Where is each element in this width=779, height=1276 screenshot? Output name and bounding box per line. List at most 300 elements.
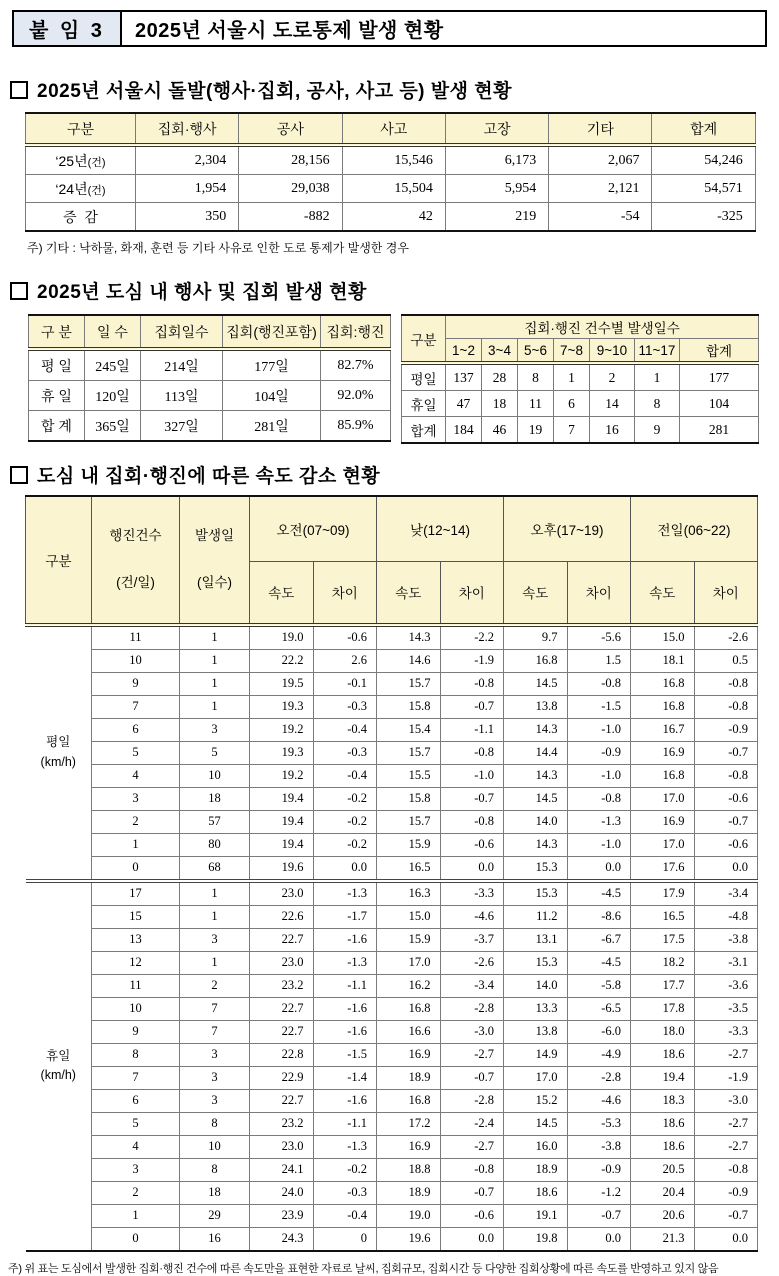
row-label: 휴일 — [402, 391, 446, 417]
value-cell: 10 — [92, 997, 180, 1020]
value-cell: 19.4 — [250, 833, 314, 856]
speed-row — [26, 856, 758, 881]
value-cell: 24.3 — [250, 1227, 314, 1251]
value-cell: 15.9 — [377, 928, 441, 951]
speed-row — [26, 764, 758, 787]
value-cell: 8 — [635, 391, 680, 417]
value-cell: 15.3 — [504, 881, 568, 906]
value-cell: 17.7 — [631, 974, 695, 997]
value-cell: 17.0 — [377, 951, 441, 974]
value-cell: -6.0 — [567, 1020, 631, 1043]
value-cell: 1,954 — [136, 175, 239, 203]
value-cell: 4 — [92, 1135, 180, 1158]
time-group-allday: 전일(06~22) — [631, 496, 758, 561]
row-label: 합계 — [402, 417, 446, 444]
value-cell: 14.0 — [504, 810, 568, 833]
value-cell: -1.0 — [567, 718, 631, 741]
value-cell: 3 — [180, 718, 250, 741]
value-cell: -6.7 — [567, 928, 631, 951]
value-cell: 11 — [92, 625, 180, 650]
speed-row — [26, 1066, 758, 1089]
diff-header: 차이 — [694, 561, 758, 624]
total-header: 합계 — [680, 339, 759, 364]
value-cell: 10 — [180, 764, 250, 787]
document-page — [0, 10, 779, 1275]
value-cell: 3 — [92, 787, 180, 810]
value-cell: 18.9 — [377, 1181, 441, 1204]
table2a-row — [29, 381, 391, 411]
header-line: 발생일 — [194, 528, 235, 543]
value-cell: 15.7 — [377, 810, 441, 833]
value-cell: 42 — [342, 203, 445, 232]
value-cell: -3.3 — [440, 881, 504, 906]
value-cell: -0.7 — [694, 810, 758, 833]
speed-row — [26, 649, 758, 672]
speed-header: 속도 — [504, 561, 568, 624]
value-cell: 14.3 — [377, 625, 441, 650]
value-cell: -0.8 — [440, 741, 504, 764]
value-cell: 17.0 — [504, 1066, 568, 1089]
table1-row — [26, 145, 756, 175]
value-cell: -0.7 — [440, 787, 504, 810]
table2b-header-row2 — [402, 339, 759, 364]
value-cell: 18.6 — [631, 1043, 695, 1066]
col-header-assembly-days: 집회일수 — [141, 315, 223, 349]
col-header-gubun: 구 분 — [29, 315, 85, 349]
value-cell: 11 — [518, 391, 554, 417]
value-cell: 1 — [180, 649, 250, 672]
value-cell: 19.2 — [250, 764, 314, 787]
value-cell: 1 — [635, 363, 680, 391]
value-cell: 17.2 — [377, 1112, 441, 1135]
value-cell: 54,571 — [652, 175, 755, 203]
speed-row — [26, 1227, 758, 1251]
value-cell: 16.9 — [631, 810, 695, 833]
value-cell: 16.3 — [377, 881, 441, 906]
col-header-gubun: 구분 — [26, 113, 136, 145]
value-cell: -1.7 — [313, 905, 377, 928]
value-cell: 350 — [136, 203, 239, 232]
value-cell: 13.3 — [504, 997, 568, 1020]
value-cell: 15.0 — [631, 625, 695, 650]
value-cell: 17.6 — [631, 856, 695, 881]
value-cell: 6 — [92, 1089, 180, 1112]
value-cell: -1.9 — [694, 1066, 758, 1089]
value-cell: 327일 — [141, 411, 223, 442]
value-cell: 18.6 — [631, 1135, 695, 1158]
value-cell: 19.5 — [250, 672, 314, 695]
value-cell: -0.2 — [313, 833, 377, 856]
value-cell: -0.7 — [440, 1181, 504, 1204]
value-cell: -2.7 — [694, 1135, 758, 1158]
value-cell: 15.7 — [377, 672, 441, 695]
value-cell: 82.7% — [321, 349, 391, 381]
value-cell: 17 — [92, 881, 180, 906]
value-cell: -5.8 — [567, 974, 631, 997]
speed-row — [26, 625, 758, 650]
value-cell: -1.5 — [567, 695, 631, 718]
incident-summary-table — [25, 112, 756, 232]
value-cell: 2 — [590, 363, 635, 391]
value-cell: -2.8 — [567, 1066, 631, 1089]
value-cell: 15.9 — [377, 833, 441, 856]
value-cell: 85.9% — [321, 411, 391, 442]
section3-heading-text: 도심 내 집회·행진에 따른 속도 감소 현황 — [37, 466, 381, 487]
value-cell: 16.8 — [631, 764, 695, 787]
value-cell: -0.8 — [694, 672, 758, 695]
value-cell: -3.0 — [440, 1020, 504, 1043]
value-cell: 15.8 — [377, 695, 441, 718]
value-cell: -325 — [652, 203, 755, 232]
value-cell: -4.6 — [440, 905, 504, 928]
value-cell: 16.8 — [377, 997, 441, 1020]
group-label-unit: (km/h) — [40, 754, 76, 769]
value-cell: -0.3 — [313, 695, 377, 718]
value-cell: 6 — [554, 391, 590, 417]
row-label: 평일 — [402, 363, 446, 391]
range-header: 9~10 — [590, 339, 635, 364]
value-cell: 18.9 — [504, 1158, 568, 1181]
occurrence-days-header — [180, 496, 250, 625]
value-cell: 14.3 — [504, 718, 568, 741]
section2-heading — [10, 277, 779, 304]
value-cell: 18 — [180, 1181, 250, 1204]
row-label: 합 계 — [29, 411, 85, 442]
value-cell: -2.4 — [440, 1112, 504, 1135]
value-cell: 17.0 — [631, 787, 695, 810]
value-cell: 54,246 — [652, 145, 755, 175]
value-cell: -1.6 — [313, 997, 377, 1020]
value-cell: 0.5 — [694, 649, 758, 672]
value-cell: 16.0 — [504, 1135, 568, 1158]
march-count-days-table — [401, 314, 759, 444]
value-cell: -0.7 — [567, 1204, 631, 1227]
value-cell: 16.8 — [631, 672, 695, 695]
value-cell: 18.3 — [631, 1089, 695, 1112]
value-cell: 16 — [590, 417, 635, 444]
value-cell: -1.1 — [313, 1112, 377, 1135]
value-cell: 18.9 — [377, 1066, 441, 1089]
value-cell: 2 — [180, 974, 250, 997]
value-cell: 17.8 — [631, 997, 695, 1020]
value-cell: 18.0 — [631, 1020, 695, 1043]
speed-row — [26, 1135, 758, 1158]
value-cell: 16.9 — [631, 741, 695, 764]
value-cell: 19.2 — [250, 718, 314, 741]
value-cell: -1.0 — [567, 764, 631, 787]
value-cell: 13 — [92, 928, 180, 951]
value-cell: 19.1 — [504, 1204, 568, 1227]
value-cell: -2.2 — [440, 625, 504, 650]
value-cell: -0.4 — [313, 718, 377, 741]
value-cell: 8 — [180, 1158, 250, 1181]
value-cell: -1.3 — [313, 1135, 377, 1158]
value-cell: 19.0 — [377, 1204, 441, 1227]
value-cell: 18 — [482, 391, 518, 417]
value-cell: 23.9 — [250, 1204, 314, 1227]
value-cell: -1.3 — [313, 951, 377, 974]
table2a-row — [29, 349, 391, 381]
value-cell: 1 — [180, 905, 250, 928]
value-cell: 14.3 — [504, 764, 568, 787]
value-cell: 14.5 — [504, 672, 568, 695]
value-cell: 15.3 — [504, 856, 568, 881]
value-cell: 3 — [180, 928, 250, 951]
value-cell: 23.0 — [250, 1135, 314, 1158]
value-cell: 23.2 — [250, 1112, 314, 1135]
value-cell: 5 — [92, 1112, 180, 1135]
section1-heading — [10, 76, 779, 103]
row-label-text: ‘24년 — [55, 180, 88, 197]
table2b-row — [402, 363, 759, 391]
value-cell: 14.5 — [504, 787, 568, 810]
value-cell: -3.4 — [440, 974, 504, 997]
value-cell: 11 — [92, 974, 180, 997]
range-header: 5~6 — [518, 339, 554, 364]
value-cell: 3 — [180, 1043, 250, 1066]
value-cell: 13.8 — [504, 1020, 568, 1043]
title-bar — [12, 10, 767, 47]
value-cell: -0.3 — [313, 741, 377, 764]
value-cell: -882 — [239, 203, 342, 232]
col-header-assembly: 집회·행사 — [136, 113, 239, 145]
value-cell: 22.6 — [250, 905, 314, 928]
value-cell: 22.2 — [250, 649, 314, 672]
value-cell: 1.5 — [567, 649, 631, 672]
value-cell: 137 — [446, 363, 482, 391]
march-count-header — [92, 496, 180, 625]
assembly-days-table — [28, 314, 391, 442]
value-cell: -1.2 — [567, 1181, 631, 1204]
value-cell: -3.8 — [694, 928, 758, 951]
value-cell: -1.0 — [567, 833, 631, 856]
value-cell: 2,121 — [549, 175, 652, 203]
value-cell: -1.6 — [313, 928, 377, 951]
value-cell: 1 — [92, 1204, 180, 1227]
value-cell: 214일 — [141, 349, 223, 381]
value-cell: 281 — [680, 417, 759, 444]
value-cell: -0.4 — [313, 764, 377, 787]
value-cell: -4.6 — [567, 1089, 631, 1112]
value-cell: -0.2 — [313, 810, 377, 833]
value-cell: -4.8 — [694, 905, 758, 928]
value-cell: 0 — [92, 856, 180, 881]
value-cell: 365일 — [85, 411, 141, 442]
value-cell: 19.4 — [250, 810, 314, 833]
value-cell: 29,038 — [239, 175, 342, 203]
value-cell: 22.7 — [250, 997, 314, 1020]
value-cell: 68 — [180, 856, 250, 881]
value-cell: 18 — [180, 787, 250, 810]
speed-row — [26, 1204, 758, 1227]
diff-header: 차이 — [440, 561, 504, 624]
value-cell: -0.6 — [694, 833, 758, 856]
section3-heading — [10, 461, 779, 488]
value-cell: 0.0 — [440, 1227, 504, 1251]
value-cell: 16.8 — [504, 649, 568, 672]
square-bullet-icon — [10, 282, 28, 300]
value-cell: 9 — [635, 417, 680, 444]
value-cell: -1.3 — [313, 881, 377, 906]
row-label: 휴 일 — [29, 381, 85, 411]
value-cell: 6,173 — [445, 145, 548, 175]
value-cell: 13.8 — [504, 695, 568, 718]
value-cell: 16.5 — [377, 856, 441, 881]
range-header: 3~4 — [482, 339, 518, 364]
value-cell: 0.0 — [567, 856, 631, 881]
time-group-evening: 오후(17~19) — [504, 496, 631, 561]
value-cell: 19.6 — [377, 1227, 441, 1251]
page-footnote: 주) 위 표는 도심에서 발생한 집회·행진 건수에 따른 속도만을 표현한 자료로 날씨, 집회규모, 집회시간 등 다양한 집회상황에 따른 속도를 반영하고 있지 않음 — [8, 1262, 719, 1275]
value-cell: 23.0 — [250, 881, 314, 906]
value-cell: 16.5 — [631, 905, 695, 928]
value-cell: -1.9 — [440, 649, 504, 672]
speed-row — [26, 1158, 758, 1181]
value-cell: 24.1 — [250, 1158, 314, 1181]
value-cell: 17.0 — [631, 833, 695, 856]
value-cell: 15.5 — [377, 764, 441, 787]
square-bullet-icon — [10, 81, 28, 99]
value-cell: -0.3 — [313, 1181, 377, 1204]
value-cell: -2.8 — [440, 1089, 504, 1112]
value-cell: 22.8 — [250, 1043, 314, 1066]
section1-heading-text: 2025년 서울시 돌발(행사·집회, 공사, 사고 등) 발생 현황 — [37, 81, 512, 102]
value-cell: 104 — [680, 391, 759, 417]
col-header-accident: 사고 — [342, 113, 445, 145]
value-cell: -3.1 — [694, 951, 758, 974]
table1-row — [26, 175, 756, 203]
col-header-total: 합계 — [652, 113, 755, 145]
speed-header: 속도 — [631, 561, 695, 624]
diff-header: 차이 — [313, 561, 377, 624]
value-cell: 7 — [180, 997, 250, 1020]
value-cell: 6 — [92, 718, 180, 741]
value-cell: 20.6 — [631, 1204, 695, 1227]
value-cell: -0.9 — [567, 741, 631, 764]
value-cell: 15 — [92, 905, 180, 928]
group-label-unit: (km/h) — [40, 1068, 76, 1083]
value-cell: 15.7 — [377, 741, 441, 764]
value-cell: 14.3 — [504, 833, 568, 856]
value-cell: -0.7 — [440, 695, 504, 718]
value-cell: 11.2 — [504, 905, 568, 928]
value-cell: -0.9 — [694, 1181, 758, 1204]
value-cell: 18.6 — [631, 1112, 695, 1135]
group-label — [26, 881, 92, 1251]
speed-row — [26, 881, 758, 906]
value-cell: -1.4 — [313, 1066, 377, 1089]
speed-row — [26, 833, 758, 856]
value-cell: 5 — [180, 741, 250, 764]
value-cell: -54 — [549, 203, 652, 232]
value-cell: 2 — [92, 1181, 180, 1204]
table1-row — [26, 203, 756, 232]
group-label — [26, 625, 92, 881]
value-cell: -3.0 — [694, 1089, 758, 1112]
value-cell: 1 — [180, 625, 250, 650]
value-cell: 19 — [518, 417, 554, 444]
value-cell: -2.7 — [440, 1043, 504, 1066]
value-cell: 1 — [180, 695, 250, 718]
value-cell: 15.3 — [504, 951, 568, 974]
value-cell: 120일 — [85, 381, 141, 411]
value-cell: 0.0 — [694, 1227, 758, 1251]
value-cell: 28,156 — [239, 145, 342, 175]
value-cell: -0.2 — [313, 1158, 377, 1181]
value-cell: 22.7 — [250, 1089, 314, 1112]
speed-row — [26, 741, 758, 764]
value-cell: 46 — [482, 417, 518, 444]
corner-header: 구분 — [26, 496, 92, 625]
value-cell: 0 — [92, 1227, 180, 1251]
value-cell: 3 — [180, 1066, 250, 1089]
value-cell: 281일 — [223, 411, 321, 442]
value-cell: 20.4 — [631, 1181, 695, 1204]
row-label: 평 일 — [29, 349, 85, 381]
value-cell: -0.6 — [440, 833, 504, 856]
speed-row — [26, 718, 758, 741]
value-cell: 7 — [92, 695, 180, 718]
value-cell: -0.8 — [440, 1158, 504, 1181]
value-cell: 2,304 — [136, 145, 239, 175]
value-cell: 15.8 — [377, 787, 441, 810]
value-cell: 16.9 — [377, 1043, 441, 1066]
value-cell: 16.8 — [631, 695, 695, 718]
value-cell: -2.7 — [440, 1135, 504, 1158]
value-cell: 18.8 — [377, 1158, 441, 1181]
value-cell: 15,546 — [342, 145, 445, 175]
speed-row — [26, 997, 758, 1020]
value-cell: -2.7 — [694, 1112, 758, 1135]
value-cell: 17.9 — [631, 881, 695, 906]
value-cell: 18.2 — [631, 951, 695, 974]
row-label — [26, 203, 136, 232]
value-cell: -0.8 — [440, 672, 504, 695]
value-cell: -3.8 — [567, 1135, 631, 1158]
value-cell: 47 — [446, 391, 482, 417]
value-cell: -0.8 — [694, 695, 758, 718]
value-cell: -5.3 — [567, 1112, 631, 1135]
table2b-row — [402, 391, 759, 417]
speed-row — [26, 672, 758, 695]
value-cell: 5,954 — [445, 175, 548, 203]
value-cell: -0.8 — [440, 810, 504, 833]
attachment-tag: 붙 임 3 — [14, 12, 122, 45]
value-cell: 19.6 — [250, 856, 314, 881]
value-cell: 28 — [482, 363, 518, 391]
time-group-noon: 낮(12~14) — [377, 496, 504, 561]
value-cell: -0.7 — [440, 1066, 504, 1089]
col-header-ratio: 집회:행진 — [321, 315, 391, 349]
range-header: 7~8 — [554, 339, 590, 364]
value-cell: -4.5 — [567, 881, 631, 906]
value-cell: 15.2 — [504, 1089, 568, 1112]
value-cell: 16.7 — [631, 718, 695, 741]
value-cell: 14.9 — [504, 1043, 568, 1066]
value-cell: 12 — [92, 951, 180, 974]
value-cell: 8 — [180, 1112, 250, 1135]
value-cell: -6.5 — [567, 997, 631, 1020]
value-cell: -3.3 — [694, 1020, 758, 1043]
value-cell: -1.6 — [313, 1089, 377, 1112]
value-cell: -0.7 — [694, 741, 758, 764]
value-cell: 21.3 — [631, 1227, 695, 1251]
value-cell: 10 — [180, 1135, 250, 1158]
value-cell: 17.5 — [631, 928, 695, 951]
value-cell: 16.6 — [377, 1020, 441, 1043]
value-cell: 18.6 — [504, 1181, 568, 1204]
value-cell: 1 — [180, 951, 250, 974]
